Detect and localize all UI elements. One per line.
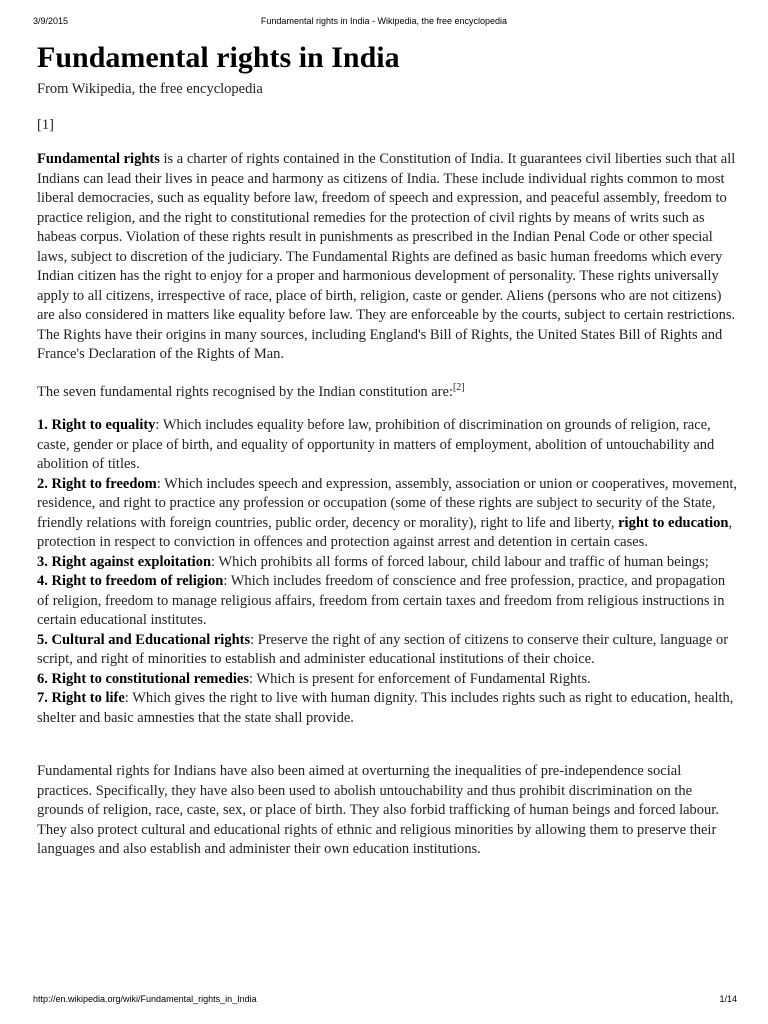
print-footer [0, 994, 768, 1006]
right-title: 4. Right to freedom of religion [37, 573, 224, 589]
right-text: : Which gives the right to live with human dignity. This includes rights such as right to education, health, shelter and basic amnesties that the state shall provide. [37, 690, 734, 726]
right-title: 1. Right to equality [37, 417, 156, 433]
list-item [37, 670, 737, 690]
right-title: 7. Right to life [37, 690, 125, 706]
seven-ref-link[interactable]: [2] [452, 381, 465, 393]
print-url: http://en.wikipedia.org/wiki/Fundamental_rights_in_India [33, 994, 257, 1004]
rights-list [37, 416, 737, 728]
reference-marker[interactable]: [1] [37, 117, 54, 133]
right-text: : Which includes speech and expression, assembly, association or union or cooperatives, movement, residence, and right to practice any profession or occupation (some of these rights are subject to security of the State, friendly relations with foreign countries, public order, decency or morality), right to life and liberty, [37, 475, 738, 531]
intro-paragraph [37, 150, 737, 365]
list-item [37, 475, 737, 553]
page-title: Fundamental rights in India [37, 41, 400, 74]
intro-text: is a charter of rights contained in the Constitution of India. It guarantees civil liberties such that all Indians can lead their lives in peace and harmony as citizens of India. These include individual rights common to most liberal democracies, such as equality before law, freedom of speech and expression, and peaceful assembly, freedom to practice religion, and the right to constitutional remedies for the protection of civil rights by means of writs such as habeas corpus. Violation of these rights result in punishments as prescribed in the Indian Penal Code or other special laws, subject to discretion of the judiciary. The Fundamental Rights are defined as basic human freedoms which every Indian citizen has the right to enjoy for a proper and harmonious development of personality. These rights universally apply to all citizens, irrespective of race, place of birth, religion, caste or gender. Aliens (persons who are not citizens) are also considered in matters like equality before law. They are enforceable by the courts, subject to certain restrictions. The Rights have their origins in many sources, including England's Bill of Rights, the United States Bill of Rights and France's Declaration of the Rights of Man. [37, 151, 736, 362]
print-page-number: 1/14 [719, 994, 737, 1004]
seven-rights-intro [37, 383, 737, 403]
list-item [37, 553, 737, 573]
list-item [37, 689, 737, 728]
print-header [0, 16, 768, 28]
right-text: : Which prohibits all forms of forced labour, child labour and traffic of human beings; [211, 553, 709, 570]
right-title: 6. Right to constitutional remedies [37, 670, 249, 687]
right-title: 5. Cultural and Educational rights [37, 631, 251, 648]
page-subtitle: From Wikipedia, the free encyclopedia [37, 81, 263, 97]
intro-lead: Fundamental rights [37, 151, 160, 167]
list-item [37, 631, 737, 670]
right-text: : Which is present for enforcement of Fundamental Rights. [249, 670, 591, 687]
right-to-education: right to education [618, 514, 729, 531]
final-paragraph: Fundamental rights for Indians have also been aimed at overturning the inequalities of pre-independence social practices. Specifically, they have also been used to abolish untouchability and thus prohibit discrimination on the grounds of religion, race, caste, sex, or place of birth. They also forbid trafficking of human beings and forced labour. They also protect cultural and educational rights of ethnic and religious minorities by allowing them to preserve their languages and also establish and administer their own education institutions. [37, 763, 719, 857]
right-text: : Which includes equality before law, prohibition of discrimination on grounds of religion, race, caste, gender or place of birth, and equality of opportunity in matters of employment, abolition of untouchability and abolition of titles. [37, 417, 715, 472]
right-text: : Preserve the right of any section of citizens to conserve their culture, language or script, and right of minorities to establish and administer educational institutions of their choice. [37, 631, 729, 667]
list-item [37, 416, 737, 475]
right-title: 2. Right to freedom [37, 475, 157, 492]
right-text-after: , protection in respect to conviction in offences and protection against arrest and detention in certain cases. [37, 514, 733, 550]
right-title: 3. Right against exploitation [37, 553, 212, 570]
print-date: 3/9/2015 [33, 16, 69, 26]
list-item [37, 572, 737, 631]
seven-text: The seven fundamental rights recognised by the Indian constitution are: [37, 383, 453, 400]
print-page-title: Fundamental rights in India - Wikipedia, the free encyclopedia [260, 16, 508, 26]
article-content [37, 40, 737, 860]
right-text: : Which includes freedom of conscience and free profession, practice, and propagation of religion, freedom to manage religious affairs, freedom from certain taxes and freedom from religious instructions in certain educational institutes. [37, 573, 726, 628]
